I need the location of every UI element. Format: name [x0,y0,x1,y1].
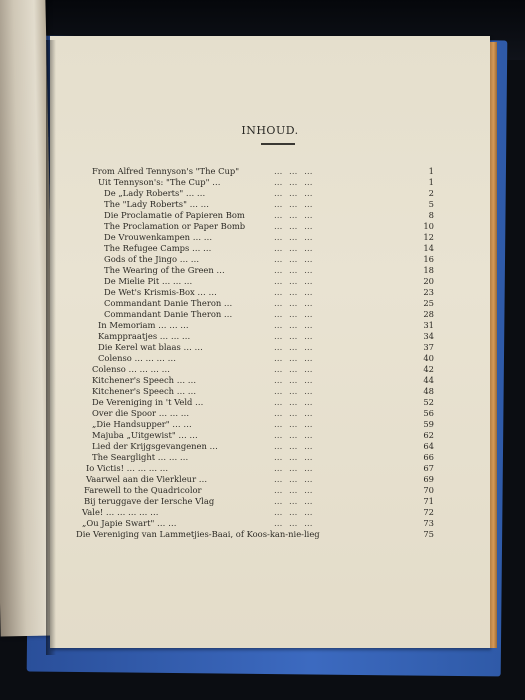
toc-leader-dots: … … … [274,342,315,352]
toc-leader-dots: … … … [274,485,315,495]
toc-entry [86,265,434,276]
toc-entry [86,188,434,199]
toc-entry [86,276,434,287]
toc-entry-title: Gods of the Jingo … … [104,254,200,264]
toc-entry [86,199,434,210]
toc-entry-page: 14 [423,243,434,253]
toc-entry [86,287,434,298]
toc-entry-title: De Vrouwenkampen … … [104,232,213,242]
toc-entry [86,254,434,265]
toc-entry-page: 23 [423,287,434,297]
toc-entry-page: 1 [428,166,434,176]
toc-entry-page: 10 [423,221,434,231]
toc-leader-dots: … … … [274,364,315,374]
toc-entry [86,474,434,485]
toc-entry-page: 52 [423,397,434,407]
toc-entry [82,518,434,529]
toc-entry [86,342,434,353]
toc-entry [76,529,434,540]
toc-entry [86,309,434,320]
toc-entry-title: Colenso … … … … [92,364,170,374]
toc-entry-page: 20 [423,276,434,286]
contents-page [50,36,490,648]
toc-leader-dots: … … … [274,430,315,440]
toc-leader-dots: … … … [274,331,315,341]
toc-leader-dots: … … … [274,232,315,242]
toc-entry-title: Commandant Danie Theron … [104,298,233,308]
toc-entry-title: The Proclamation or Paper Bomb [104,221,246,231]
toc-entry [86,430,434,441]
toc-entry-page: 40 [423,353,434,363]
toc-leader-dots: … … … [274,265,315,275]
toc-entry-title: Kamppraatjes … … … [98,331,191,341]
toc-entry [86,298,434,309]
toc-entry [86,331,434,342]
toc-leader-dots: … … … [274,353,315,363]
toc-leader-dots: … … … [274,518,315,528]
toc-leader-dots: … … … [274,221,315,231]
toc-entry-page: 64 [423,441,434,451]
toc-entry [86,386,434,397]
page-edge [490,42,497,648]
toc-entry-page: 42 [423,364,434,374]
toc-entry [86,496,434,507]
toc-entry [82,507,434,518]
toc-entry [86,408,434,419]
toc-entry [86,320,434,331]
toc-entry-page: 67 [423,463,434,473]
toc-entry-title: The "Lady Roberts" … … [104,199,210,209]
page-heading: INHOUD. [241,124,299,137]
toc-entry-title: Commandant Danie Theron … [104,309,233,319]
toc-entry-title: Kitchener's Speech … … [92,375,197,385]
toc-entry-title: De „Lady Roberts" … … [104,188,206,198]
toc-entry [86,463,434,474]
toc-entry-page: 56 [423,408,434,418]
toc-entry [86,419,434,430]
toc-entry-page: 66 [423,452,434,462]
toc-entry-page: 18 [423,265,434,275]
toc-entry [86,441,434,452]
toc-leader-dots: … … … [274,166,315,176]
toc-entry [86,177,434,188]
toc-entry-title: Vale! … … … … … [82,507,159,517]
toc-leader-dots: … … … [274,309,315,319]
toc-entry [86,397,434,408]
toc-entry-page: 62 [423,430,434,440]
toc-entry-page: 8 [428,210,434,220]
toc-entry-page: 31 [423,320,434,330]
toc-entry-page: 44 [423,375,434,385]
toc-leader-dots: … … … [274,419,315,429]
toc-entry-title: Uit Tennyson's: "The Cup" … [98,177,221,187]
toc-entry-title: In Memoriam … … … [98,320,189,330]
table-of-contents [76,166,434,540]
toc-entry-title: De Wet's Krismis-Box … … [104,287,217,297]
toc-entry-page: 34 [423,331,434,341]
toc-entry-page: 69 [423,474,434,484]
toc-leader-dots: … … … [274,441,315,451]
toc-leader-dots: … … … [274,287,315,297]
toc-entry [86,210,434,221]
toc-entry-title: Over die Spoor … … … [92,408,190,418]
toc-entry-title: The Searglight … … … [92,452,189,462]
toc-entry-page: 48 [423,386,434,396]
toc-leader-dots: … … … [274,177,315,187]
toc-leader-dots: … … … [274,276,315,286]
toc-entry-page: 71 [423,496,434,506]
toc-leader-dots: … … … [274,254,315,264]
toc-leader-dots: … … … [274,507,315,517]
toc-entry-page: 16 [423,254,434,264]
toc-entry-title: Bij teruggave der Iersche Vlag [84,496,215,506]
toc-entry-title: The Refugee Camps … … [104,243,212,253]
toc-leader-dots: … … … [274,210,315,220]
toc-leader-dots: … … … [274,408,315,418]
toc-entry [86,375,434,386]
toc-entry-page: 1 [428,177,434,187]
toc-entry [86,243,434,254]
toc-entry [86,452,434,463]
toc-entry [86,232,434,243]
toc-entry-title: Io Victis! … … … … [86,463,169,473]
toc-entry-title: Colenso … … … … [98,353,176,363]
toc-leader-dots: … … … [274,375,315,385]
toc-entry-page: 59 [423,419,434,429]
toc-entry [86,166,434,177]
toc-entry [86,364,434,375]
toc-entry [86,485,434,496]
toc-entry-page: 73 [423,518,434,528]
toc-entry-title: De Mielie Pit … … … [104,276,193,286]
toc-entry-title: Majuba „Uitgewist" … … [92,430,198,440]
toc-entry-page: 75 [423,529,434,539]
toc-leader-dots: … … … [274,452,315,462]
toc-leader-dots: … … … [274,199,315,209]
toc-leader-dots: … … … [274,397,315,407]
toc-entry-title: Vaarwel aan die Vierkleur … [86,474,208,484]
toc-entry-page: 5 [428,199,434,209]
toc-entry-page: 12 [423,232,434,242]
gutter-shadow [46,40,56,655]
toc-leader-dots: … … … [274,320,315,330]
toc-entry-page: 37 [423,342,434,352]
toc-entry-page: 70 [423,485,434,495]
toc-entry-page: 2 [428,188,434,198]
toc-entry-title: De Vereniging in 't Veld … [92,397,204,407]
toc-entry-page: 25 [423,298,434,308]
toc-entry [86,353,434,364]
toc-leader-dots: … … … [274,298,315,308]
toc-entry [86,221,434,232]
toc-leader-dots: … … … [274,474,315,484]
toc-leader-dots: … … … [274,496,315,506]
toc-leader-dots: … … … [274,386,315,396]
toc-entry-page: 28 [423,309,434,319]
toc-leader-dots: … … … [274,463,315,473]
toc-leader-dots: … … … [274,243,315,253]
toc-entry-title: Kitchener's Speech … … [92,386,197,396]
toc-entry-title: Lied der Krijgsgevangenen … [92,441,218,451]
toc-entry-title: „Die Handsupper" … … [92,419,192,429]
toc-entry-title: „Ou Japie Swart" … … [82,518,177,528]
toc-entry-title: Die Proclamatie of Papieren Bom [104,210,245,220]
toc-entry-title: From Alfred Tennyson's "The Cup" [92,166,240,176]
toc-entry-title: Die Vereniging van Lammetjies-Baai, of Koos-kan-nie-lieg [76,529,320,539]
toc-entry-page: 72 [423,507,434,517]
heading-rule [261,143,295,145]
toc-leader-dots: … … … [274,188,315,198]
toc-entry-title: The Wearing of the Green … [104,265,225,275]
toc-entry-title: Farewell to the Quadricolor [84,485,202,495]
toc-entry-title: Die Kerel wat blaas … … [98,342,203,352]
